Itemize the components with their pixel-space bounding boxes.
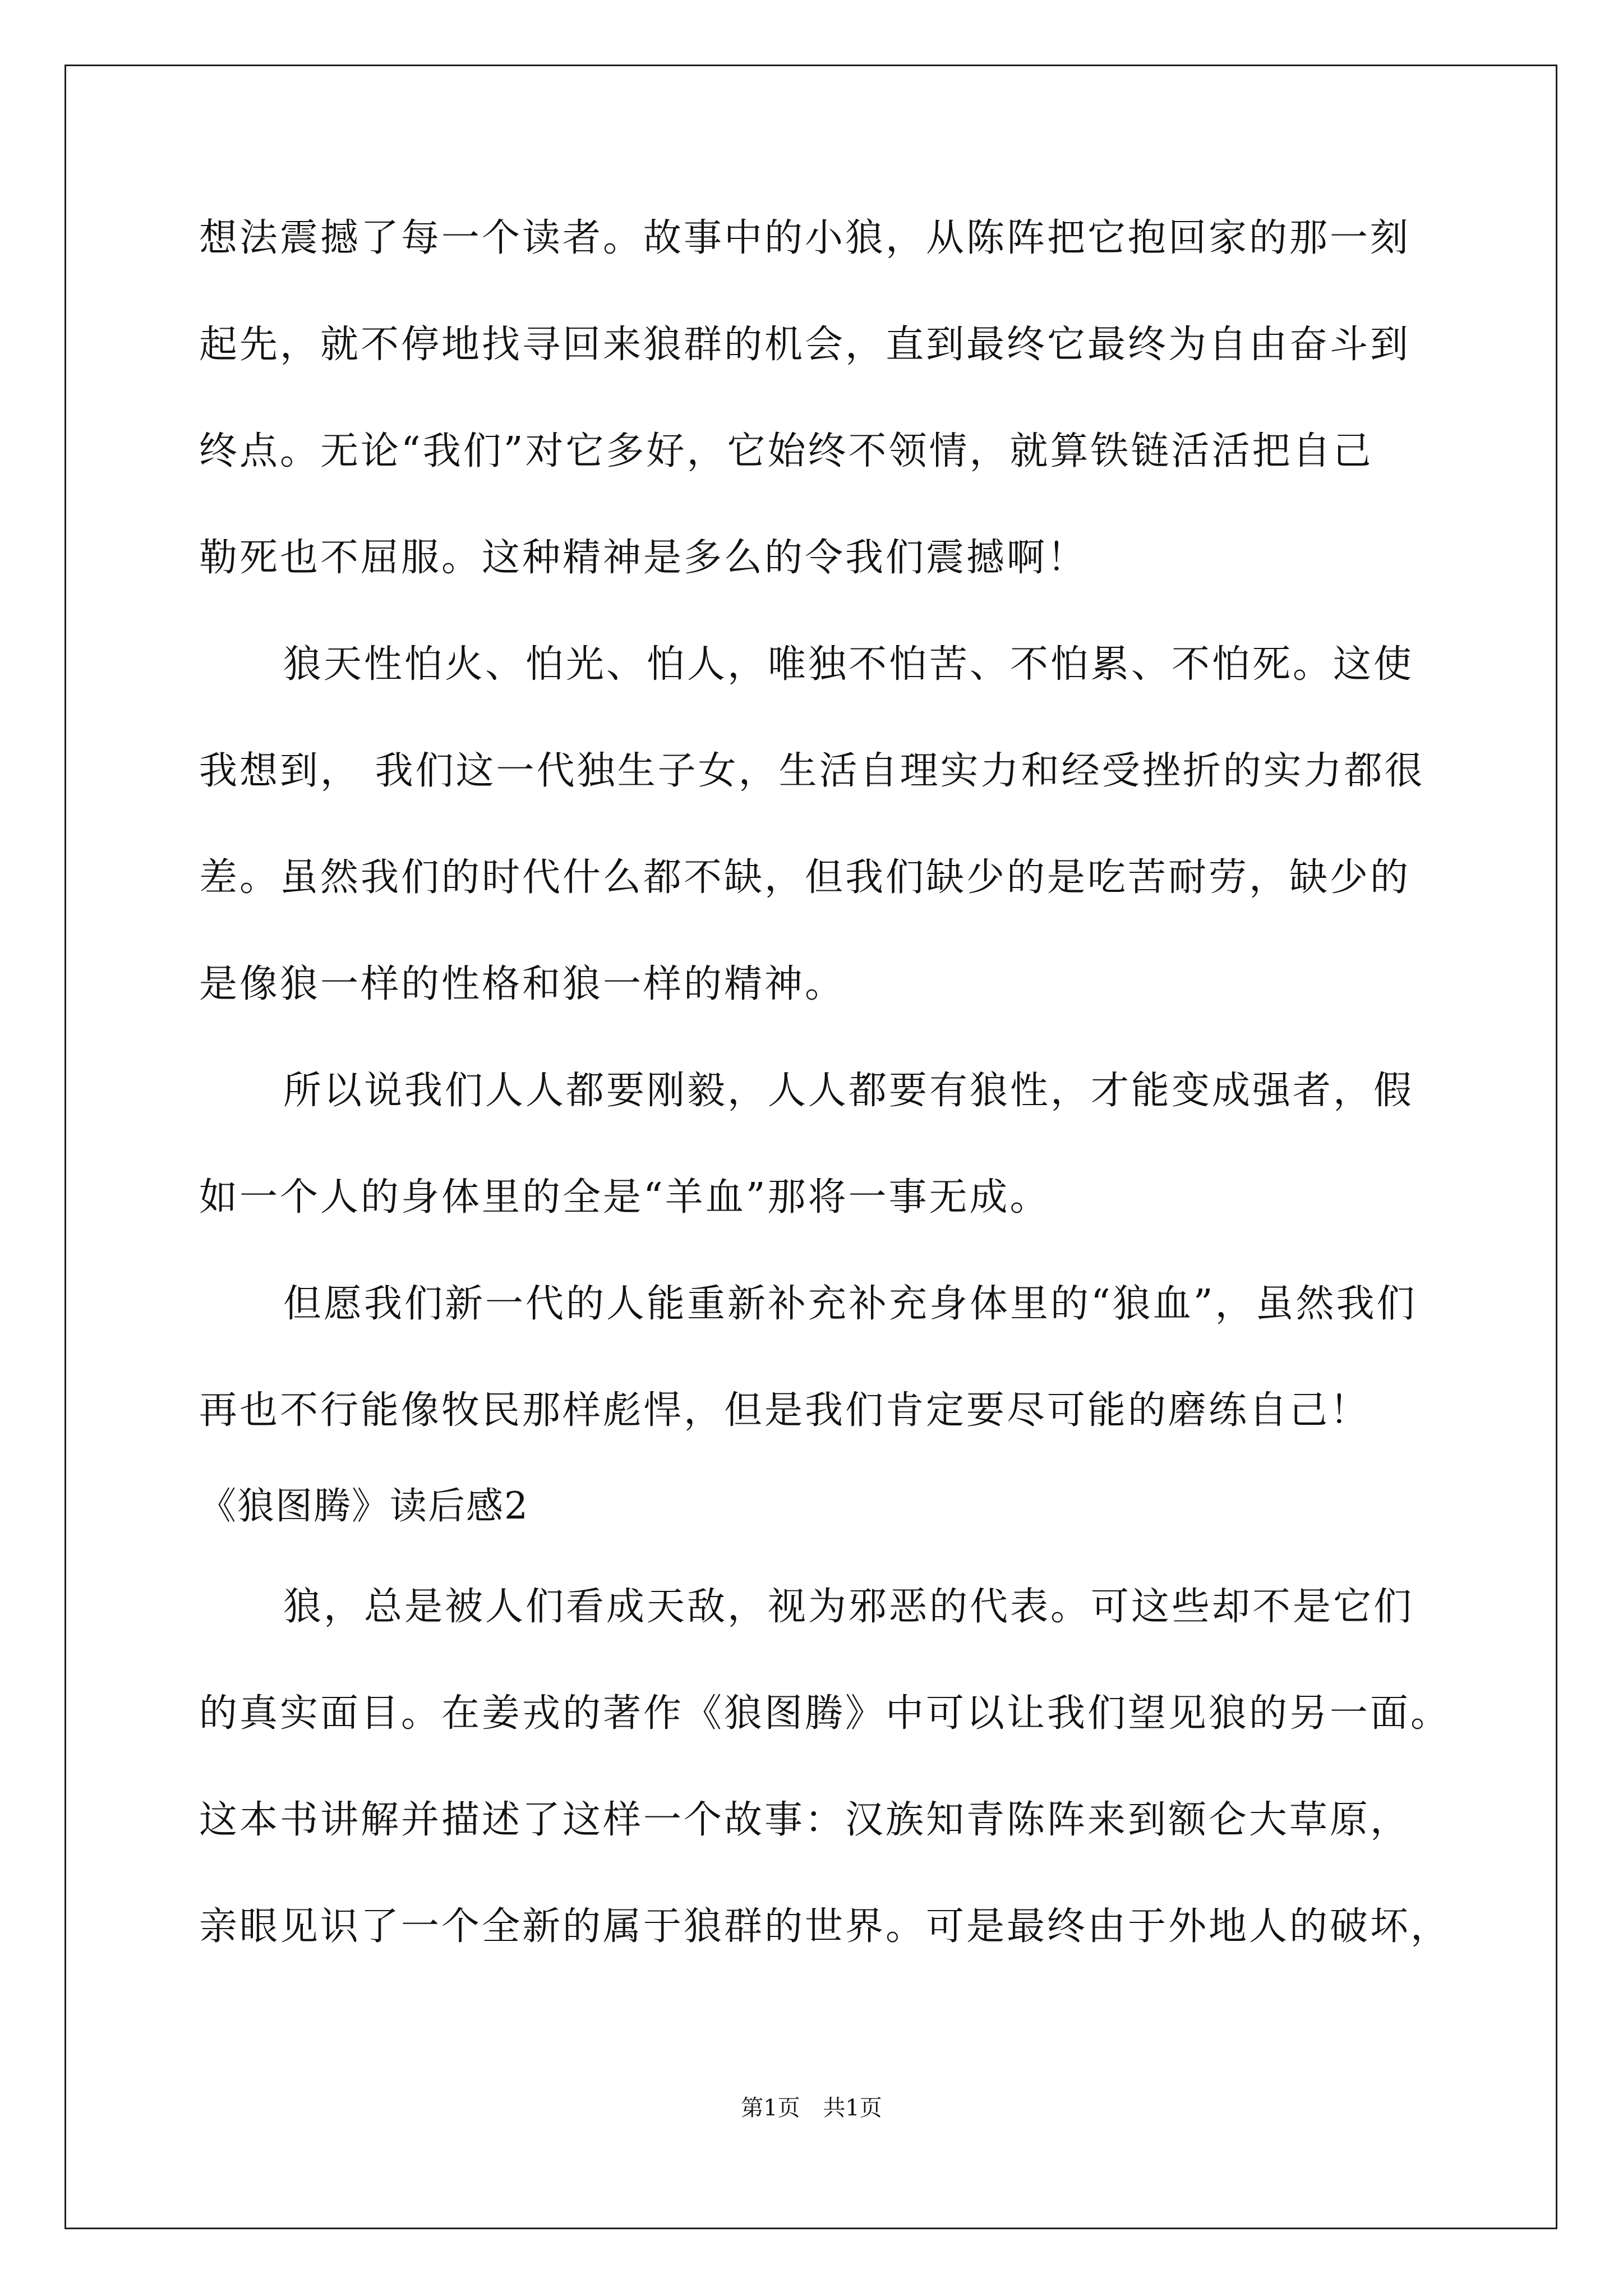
paragraph-line: 狼天性怕火、怕光、怕人，唯独不怕苦、不怕累、不怕死。这使 [283,642,1414,687]
paragraph-line: 再也不行能像牧民那样彪悍，但是我们肯定要尽可能的磨练自己！ [199,1388,1371,1433]
page-number: 第1页 [741,2095,800,2121]
paragraph-line: 这本书讲解并描述了这样一个故事：汉族知青陈阵来到额仑大草原， [199,1798,1411,1842]
paragraph-line: 勒死也不屈服。这种精神是多么的令我们震撼啊！ [199,536,1088,580]
paragraph-line: 狼，总是被人们看成天敌，视为邪恶的代表。可这些却不是它们 [283,1585,1414,1629]
paragraph-line: 所以说我们人人都要刚毅，人人都要有狼性，才能变成强者，假 [283,1069,1414,1113]
paragraph-line: 是像狼一样的性格和狼一样的精神。 [199,962,846,1006]
paragraph-line: 的真实面目。在姜戎的著作《狼图腾》中可以让我们望见狼的另一面。 [199,1691,1451,1736]
section-heading: 《狼图腾》读后感2 [199,1484,529,1527]
page-footer [0,2091,1623,2125]
paragraph-line: 起先，就不停地找寻回来狼群的机会，直到最终它最终为自由奋斗到 [199,323,1411,367]
page-total: 共1页 [823,2095,882,2121]
paragraph-line: 亲眼见识了一个全新的属于狼群的世界。可是最终由于外地人的破坏， [199,1904,1451,1949]
paragraph-line: 想法震撼了每一个读者。故事中的小狼，从陈阵把它抱回家的那一刻 [199,216,1411,260]
paragraph-line: 但愿我们新一代的人能重新补充补充身体里的“狼血”，虽然我们 [283,1282,1417,1326]
paragraph-line: 如一个人的身体里的全是“羊血”那将一事无成。 [199,1175,1050,1220]
paragraph-line: 差。虽然我们的时代什么都不缺，但我们缺少的是吃苦耐劳，缺少的 [199,855,1411,900]
paragraph-line: 终点。无论“我们”对它多好，它始终不领情，就算铁链活活把自己 [199,429,1373,473]
paragraph-line: 我想到， 我们这一代独生子女，生活自理实力和经受挫折的实力都很 [199,749,1425,793]
